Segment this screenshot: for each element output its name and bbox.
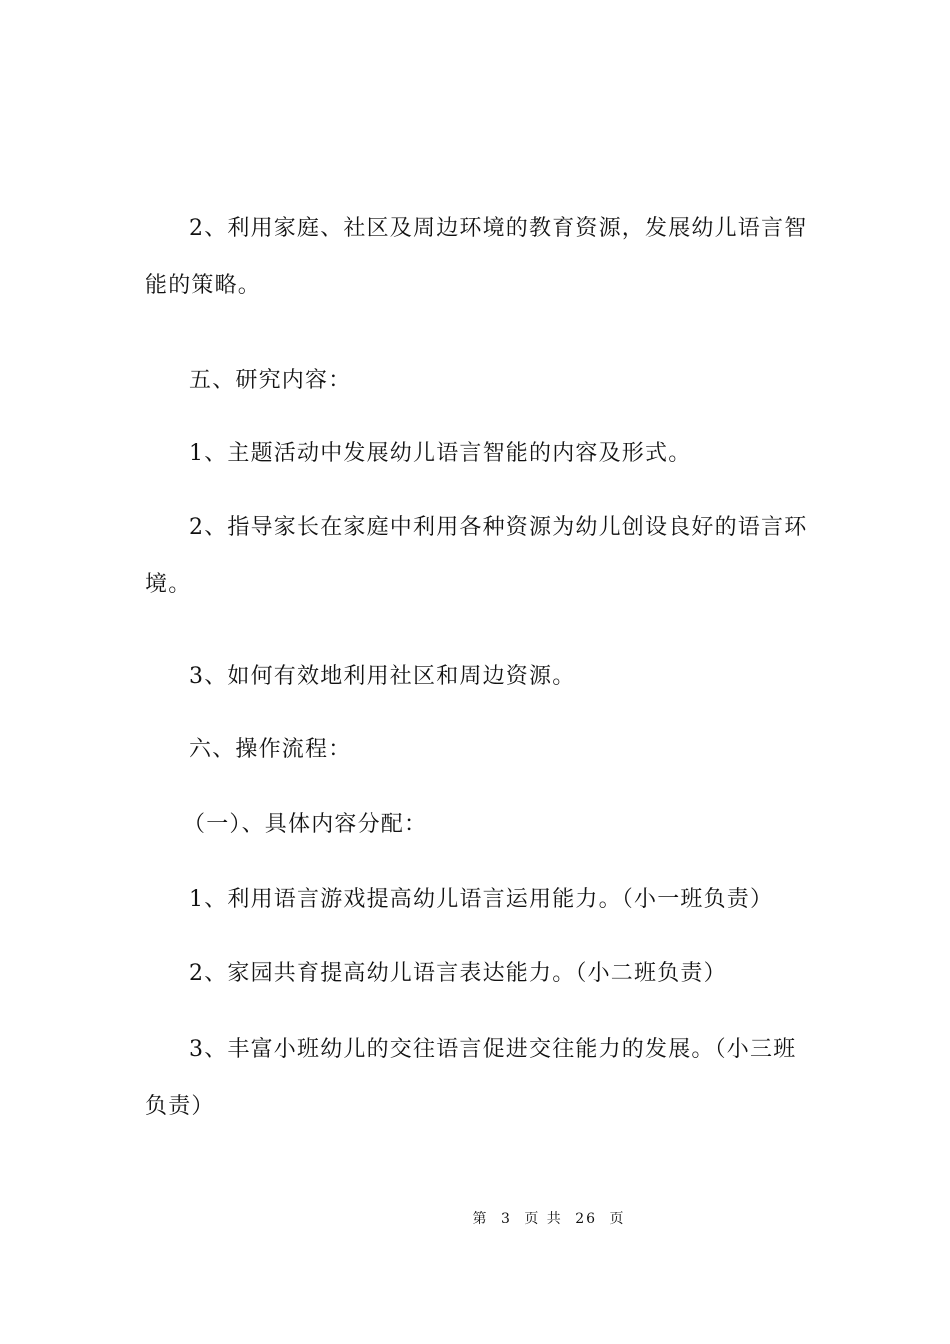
subheading-content-allocation: （一）、具体内容分配： (183, 812, 428, 837)
footer-middle: 页 共 (524, 1211, 563, 1227)
heading-operation-process: 六、操作流程： (189, 737, 352, 762)
paragraph-content-2: 2、指导家长在家庭中利用各种资源为幼儿创设良好的语言环境。 (145, 515, 808, 597)
paragraph-allocation-3: 3、丰富小班幼儿的交往语言促进交往能力的发展。（小三班负责） (145, 1037, 797, 1119)
paragraph-content-1: 1、主题活动中发展幼儿语言智能的内容及形式。 (189, 441, 692, 466)
paragraph-strategy-2: 2、利用家庭、社区及周边环境的教育资源，发展幼儿语言智能的策略。 (145, 216, 808, 298)
footer-prefix: 第 (472, 1211, 489, 1227)
footer-total-pages: 26 (575, 1211, 598, 1227)
paragraph-content-3: 3、如何有效地利用社区和周边资源。 (189, 664, 576, 689)
paragraph-allocation-2: 2、家园共育提高幼儿语言表达能力。（小二班负责） (189, 961, 727, 986)
paragraph-allocation-1: 1、利用语言游戏提高幼儿语言运用能力。（小一班负责） (189, 887, 774, 912)
footer-current-page: 3 (500, 1211, 512, 1227)
heading-research-content: 五、研究内容： (189, 368, 352, 393)
page-footer (0, 1208, 950, 1228)
footer-suffix: 页 (609, 1211, 626, 1227)
